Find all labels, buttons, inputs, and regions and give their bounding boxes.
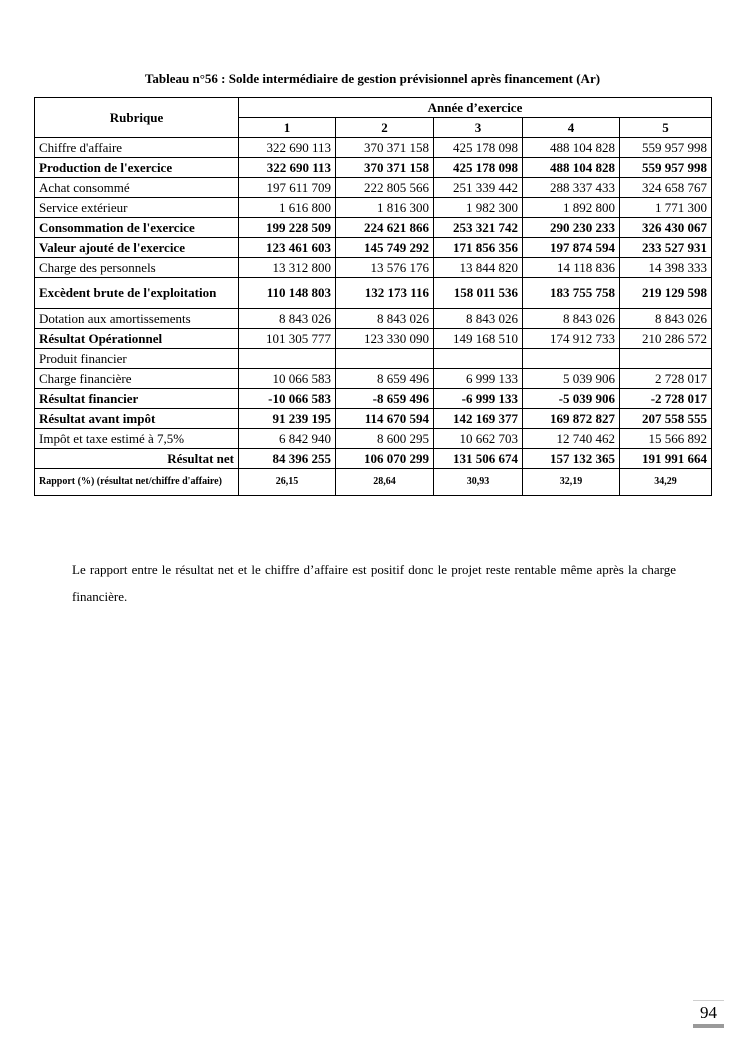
cell-value: 288 337 433 xyxy=(523,178,620,198)
header-year: 5 xyxy=(620,118,712,138)
cell-value: 106 070 299 xyxy=(336,449,434,469)
cell-value: 6 999 133 xyxy=(434,369,523,389)
cell-value: 158 011 536 xyxy=(434,278,523,309)
cell-value: 559 957 998 xyxy=(620,158,712,178)
cell-value: 210 286 572 xyxy=(620,329,712,349)
cell-value: 12 740 462 xyxy=(523,429,620,449)
cell-value: 222 805 566 xyxy=(336,178,434,198)
cell-value: 183 755 758 xyxy=(523,278,620,309)
cell-value: 123 330 090 xyxy=(336,329,434,349)
page-number: 94 xyxy=(693,1000,724,1023)
table-row xyxy=(35,309,712,329)
page-number-bar xyxy=(693,1024,724,1028)
cell-value: 14 118 836 xyxy=(523,258,620,278)
row-label: Achat consommé xyxy=(35,178,239,198)
cell-value xyxy=(434,349,523,369)
financial-table xyxy=(34,97,712,496)
cell-value: 5 039 906 xyxy=(523,369,620,389)
cell-value: 123 461 603 xyxy=(239,238,336,258)
cell-value: 197 874 594 xyxy=(523,238,620,258)
cell-value: 6 842 940 xyxy=(239,429,336,449)
cell-value: 370 371 158 xyxy=(336,158,434,178)
cell-value: 101 305 777 xyxy=(239,329,336,349)
cell-value: 219 129 598 xyxy=(620,278,712,309)
cell-value: 559 957 998 xyxy=(620,138,712,158)
header-year: 3 xyxy=(434,118,523,138)
cell-value: 157 132 365 xyxy=(523,449,620,469)
cell-value: 251 339 442 xyxy=(434,178,523,198)
table-row xyxy=(35,409,712,429)
cell-value: 322 690 113 xyxy=(239,158,336,178)
cell-value: 149 168 510 xyxy=(434,329,523,349)
table-row xyxy=(35,138,712,158)
cell-value: 1 771 300 xyxy=(620,198,712,218)
cell-value: 13 312 800 xyxy=(239,258,336,278)
cell-value: 132 173 116 xyxy=(336,278,434,309)
cell-value: 91 239 195 xyxy=(239,409,336,429)
cell-value: 8 843 026 xyxy=(336,309,434,329)
table-row xyxy=(35,198,712,218)
cell-value: 488 104 828 xyxy=(523,138,620,158)
cell-value: 207 558 555 xyxy=(620,409,712,429)
table-row xyxy=(35,278,712,309)
cell-value: 145 749 292 xyxy=(336,238,434,258)
cell-value: -8 659 496 xyxy=(336,389,434,409)
cell-value: 30,93 xyxy=(434,469,523,496)
table-row xyxy=(35,158,712,178)
cell-value: 8 843 026 xyxy=(620,309,712,329)
cell-value: -6 999 133 xyxy=(434,389,523,409)
table-row xyxy=(35,218,712,238)
table-row xyxy=(35,349,712,369)
cell-value: 8 659 496 xyxy=(336,369,434,389)
row-label: Résultat avant impôt xyxy=(35,409,239,429)
cell-value: 425 178 098 xyxy=(434,158,523,178)
cell-value: 233 527 931 xyxy=(620,238,712,258)
header-annee: Année d’exercice xyxy=(239,98,712,118)
table-row xyxy=(35,258,712,278)
cell-value: 224 621 866 xyxy=(336,218,434,238)
row-label: Service extérieur xyxy=(35,198,239,218)
row-label: Résultat financier xyxy=(35,389,239,409)
cell-value: 13 576 176 xyxy=(336,258,434,278)
cell-value: 1 816 300 xyxy=(336,198,434,218)
row-label: Excèdent brute de l'exploitation xyxy=(35,278,239,309)
cell-value: 8 843 026 xyxy=(523,309,620,329)
cell-value: 322 690 113 xyxy=(239,138,336,158)
table-row xyxy=(35,329,712,349)
table-row xyxy=(35,429,712,449)
cell-value: 2 728 017 xyxy=(620,369,712,389)
header-rubrique: Rubrique xyxy=(35,98,239,138)
row-label: Dotation aux amortissements xyxy=(35,309,239,329)
cell-value: 110 148 803 xyxy=(239,278,336,309)
cell-value xyxy=(523,349,620,369)
row-label: Valeur ajouté de l'exercice xyxy=(35,238,239,258)
row-label: Production de l'exercice xyxy=(35,158,239,178)
cell-value: 26,15 xyxy=(239,469,336,496)
header-year: 2 xyxy=(336,118,434,138)
cell-value: 10 662 703 xyxy=(434,429,523,449)
cell-value: 171 856 356 xyxy=(434,238,523,258)
cell-value: 142 169 377 xyxy=(434,409,523,429)
cell-value: 191 991 664 xyxy=(620,449,712,469)
table-row xyxy=(35,238,712,258)
cell-value: 324 658 767 xyxy=(620,178,712,198)
cell-value: 253 321 742 xyxy=(434,218,523,238)
cell-value: -2 728 017 xyxy=(620,389,712,409)
header-year: 1 xyxy=(239,118,336,138)
table-row xyxy=(35,469,712,496)
cell-value: 114 670 594 xyxy=(336,409,434,429)
cell-value: 28,64 xyxy=(336,469,434,496)
table-title: Tableau n°56 : Solde intermédiaire de gestion prévisionnel après financement (Ar) xyxy=(144,71,601,86)
table-row xyxy=(35,369,712,389)
cell-value: 370 371 158 xyxy=(336,138,434,158)
row-label: Impôt et taxe estimé à 7,5% xyxy=(35,429,239,449)
table-row xyxy=(35,449,712,469)
cell-value: 32,19 xyxy=(523,469,620,496)
cell-value: 13 844 820 xyxy=(434,258,523,278)
cell-value: 14 398 333 xyxy=(620,258,712,278)
cell-value: 488 104 828 xyxy=(523,158,620,178)
cell-value: 174 912 733 xyxy=(523,329,620,349)
table-row xyxy=(35,178,712,198)
cell-value: 290 230 233 xyxy=(523,218,620,238)
cell-value: 199 228 509 xyxy=(239,218,336,238)
row-label: Charge financière xyxy=(35,369,239,389)
cell-value: 1 892 800 xyxy=(523,198,620,218)
conclusion-paragraph: Le rapport entre le résultat net et le chiffre d’affaire est positif donc le projet reste rentable même après la charge financière. xyxy=(72,562,676,604)
cell-value: 1 982 300 xyxy=(434,198,523,218)
row-label: Produit financier xyxy=(35,349,239,369)
row-label: Rapport (%) (résultat net/chiffre d'affaire) xyxy=(35,469,239,496)
cell-value: 169 872 827 xyxy=(523,409,620,429)
row-label: Charge des personnels xyxy=(35,258,239,278)
cell-value xyxy=(620,349,712,369)
cell-value: 326 430 067 xyxy=(620,218,712,238)
cell-value: -10 066 583 xyxy=(239,389,336,409)
cell-value: 34,29 xyxy=(620,469,712,496)
cell-value: 1 616 800 xyxy=(239,198,336,218)
cell-value: 84 396 255 xyxy=(239,449,336,469)
cell-value: 15 566 892 xyxy=(620,429,712,449)
cell-value xyxy=(239,349,336,369)
cell-value: 131 506 674 xyxy=(434,449,523,469)
header-year: 4 xyxy=(523,118,620,138)
row-label: Résultat net xyxy=(35,449,239,469)
cell-value: 10 066 583 xyxy=(239,369,336,389)
row-label: Consommation de l'exercice xyxy=(35,218,239,238)
cell-value: 425 178 098 xyxy=(434,138,523,158)
table-row xyxy=(35,389,712,409)
row-label: Résultat Opérationnel xyxy=(35,329,239,349)
cell-value: 197 611 709 xyxy=(239,178,336,198)
cell-value xyxy=(336,349,434,369)
cell-value: -5 039 906 xyxy=(523,389,620,409)
cell-value: 8 843 026 xyxy=(434,309,523,329)
cell-value: 8 600 295 xyxy=(336,429,434,449)
row-label: Chiffre d'affaire xyxy=(35,138,239,158)
cell-value: 8 843 026 xyxy=(239,309,336,329)
